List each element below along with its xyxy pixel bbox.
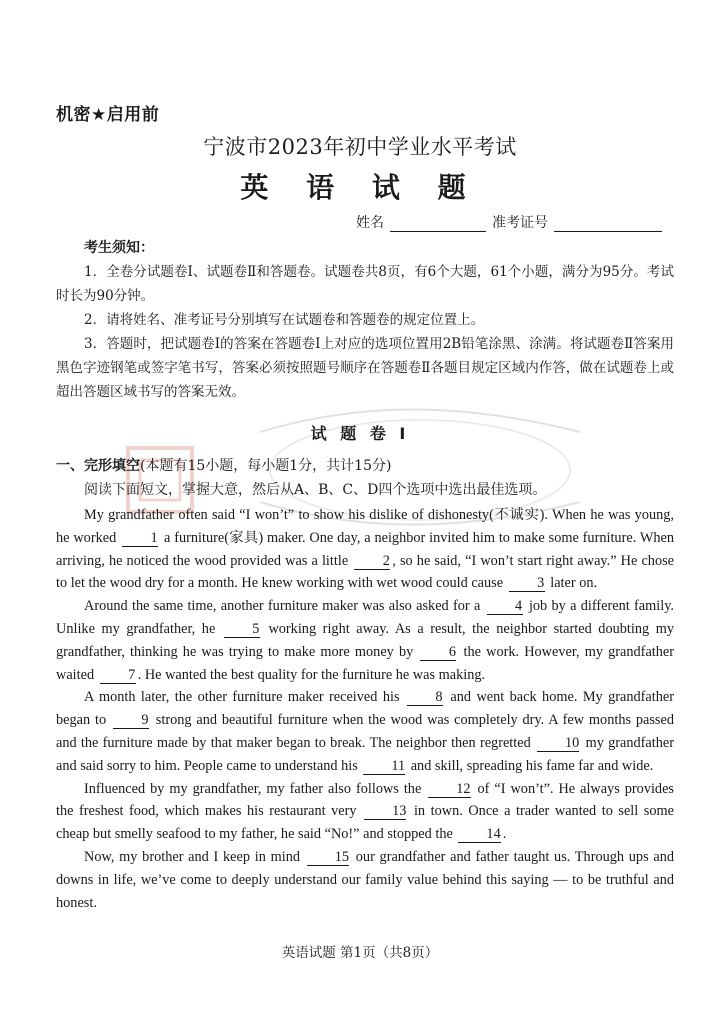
blank-4[interactable]: 4 [487, 599, 523, 615]
text: My grandfather often said “I won’t” to show his dislike of dishonesty(不诚实). When he was young, he worked [56, 507, 674, 546]
part-label: 一、完形填空 [56, 458, 140, 474]
blank-6[interactable]: 6 [420, 645, 456, 661]
cloze-passage [56, 504, 674, 914]
part-heading [56, 455, 391, 475]
blank-9[interactable]: 9 [113, 713, 149, 729]
part-info: (本题有15小题，每小题1分，共计15分) [140, 458, 392, 474]
text: Influenced by my grandfather, my father also follows the [84, 780, 422, 797]
text: in town. Once a trader wanted to sell some cheap but smelly seafood to my father, he said “No!” and stopped the [56, 803, 674, 843]
name-field[interactable] [390, 217, 486, 232]
blank-11[interactable]: 11 [363, 759, 405, 775]
exam-title: 宁波市2023年初中学业水平考试 [203, 135, 517, 159]
paragraph-4 [56, 778, 674, 846]
text: working right away. As a result, the neighbor started doubting my grandfather, thinking he was trying to make more money by [56, 620, 674, 660]
blank-10[interactable]: 10 [537, 736, 579, 752]
blank-13[interactable]: 13 [364, 804, 406, 820]
text: . He wanted the best quality for the furniture he was making. [137, 666, 486, 683]
text: our grandfather and father taught us. Through ups and downs in life, we’ve come to deeply understand our family value behind this saying — to be truthful and honest. [56, 848, 675, 911]
blank-15[interactable]: 15 [307, 850, 349, 866]
id-label: 准考证号 [492, 215, 548, 231]
text: , so he said, “I won’t start right away.” He chose to let the wood dry for a month. He knew working with wet wood could cause [56, 552, 675, 592]
text: later on. [550, 575, 598, 592]
subject-title: 英 语 试 题 [240, 171, 480, 204]
name-label: 姓名 [356, 215, 384, 231]
blank-2[interactable]: 2 [354, 554, 390, 570]
notice-heading: 考生须知： [84, 240, 154, 256]
notice-item-2: 2．请将姓名、准考证号分别填写在试题卷和答题卷的规定位置上。 [84, 312, 485, 328]
blank-12[interactable]: 12 [428, 782, 470, 798]
blank-8[interactable]: 8 [407, 690, 443, 706]
notice-item-1: 1．全卷分试题卷Ⅰ、试题卷Ⅱ和答题卷。试题卷共8页，有6个大题，61个小题，满分为95分。考试时长为90分钟。 [56, 264, 674, 304]
text: A month later, the other furniture maker received his [84, 689, 400, 706]
blank-7[interactable]: 7 [100, 668, 136, 684]
text: strong and beautiful furniture when the wood was completely dry. A few months passed and the furniture made by that maker began to break. The neighbor then regretted [56, 712, 674, 751]
paragraph-1 [56, 504, 674, 595]
id-field[interactable] [554, 217, 662, 232]
paragraph-2 [56, 595, 674, 686]
blank-1[interactable]: 1 [122, 531, 158, 547]
section-title: 试 题 卷 Ⅰ [310, 424, 410, 443]
candidate-info-line [356, 212, 668, 232]
blank-5[interactable]: 5 [224, 622, 260, 638]
text: my grandfather and said sorry to him. People came to understand his [56, 734, 674, 774]
text: and went back home. My grandfather began to [56, 689, 674, 729]
paragraph-5 [56, 846, 674, 914]
text: of “I won’t”. He always provides the freshest food, which makes his restaurant very [56, 780, 674, 820]
text: the work. However, my grandfather waited [56, 643, 675, 683]
notice-item-3: 3．答题时，把试题卷Ⅰ的答案在答题卷Ⅰ上对应的选项位置用2B铅笔涂黑、涂满。将试题卷Ⅱ答案用黑色字迹钢笔或签字笔书写，答案必须按照题号顺序在答题卷Ⅱ各题目规定区域内作答，做在试题卷上或超出答题区域书写的答案无效。 [56, 336, 674, 400]
text: job by a different family. Unlike my grandfather, he [56, 598, 674, 637]
page-footer: 英语试题 第1页（共8页） [281, 945, 439, 961]
text: and skill, spreading his fame far and wide. [410, 757, 654, 774]
text: . [502, 826, 507, 843]
confidential-label: 机密★启用前 [56, 105, 160, 125]
blank-3[interactable]: 3 [509, 576, 545, 592]
text: a furniture(家具) maker. One day, a neighbor invited him to make some furniture. When arriving, he noticed the wood provided was a little [56, 529, 675, 569]
paragraph-3 [56, 686, 674, 777]
blank-14[interactable]: 14 [458, 827, 500, 843]
text: Now, my brother and I keep in mind [84, 848, 300, 865]
instruction: 阅读下面短文，掌握大意，然后从A、B、C、D四个选项中选出最佳选项。 [84, 482, 547, 498]
text: Around the same time, another furniture maker was also asked for a [84, 598, 481, 615]
